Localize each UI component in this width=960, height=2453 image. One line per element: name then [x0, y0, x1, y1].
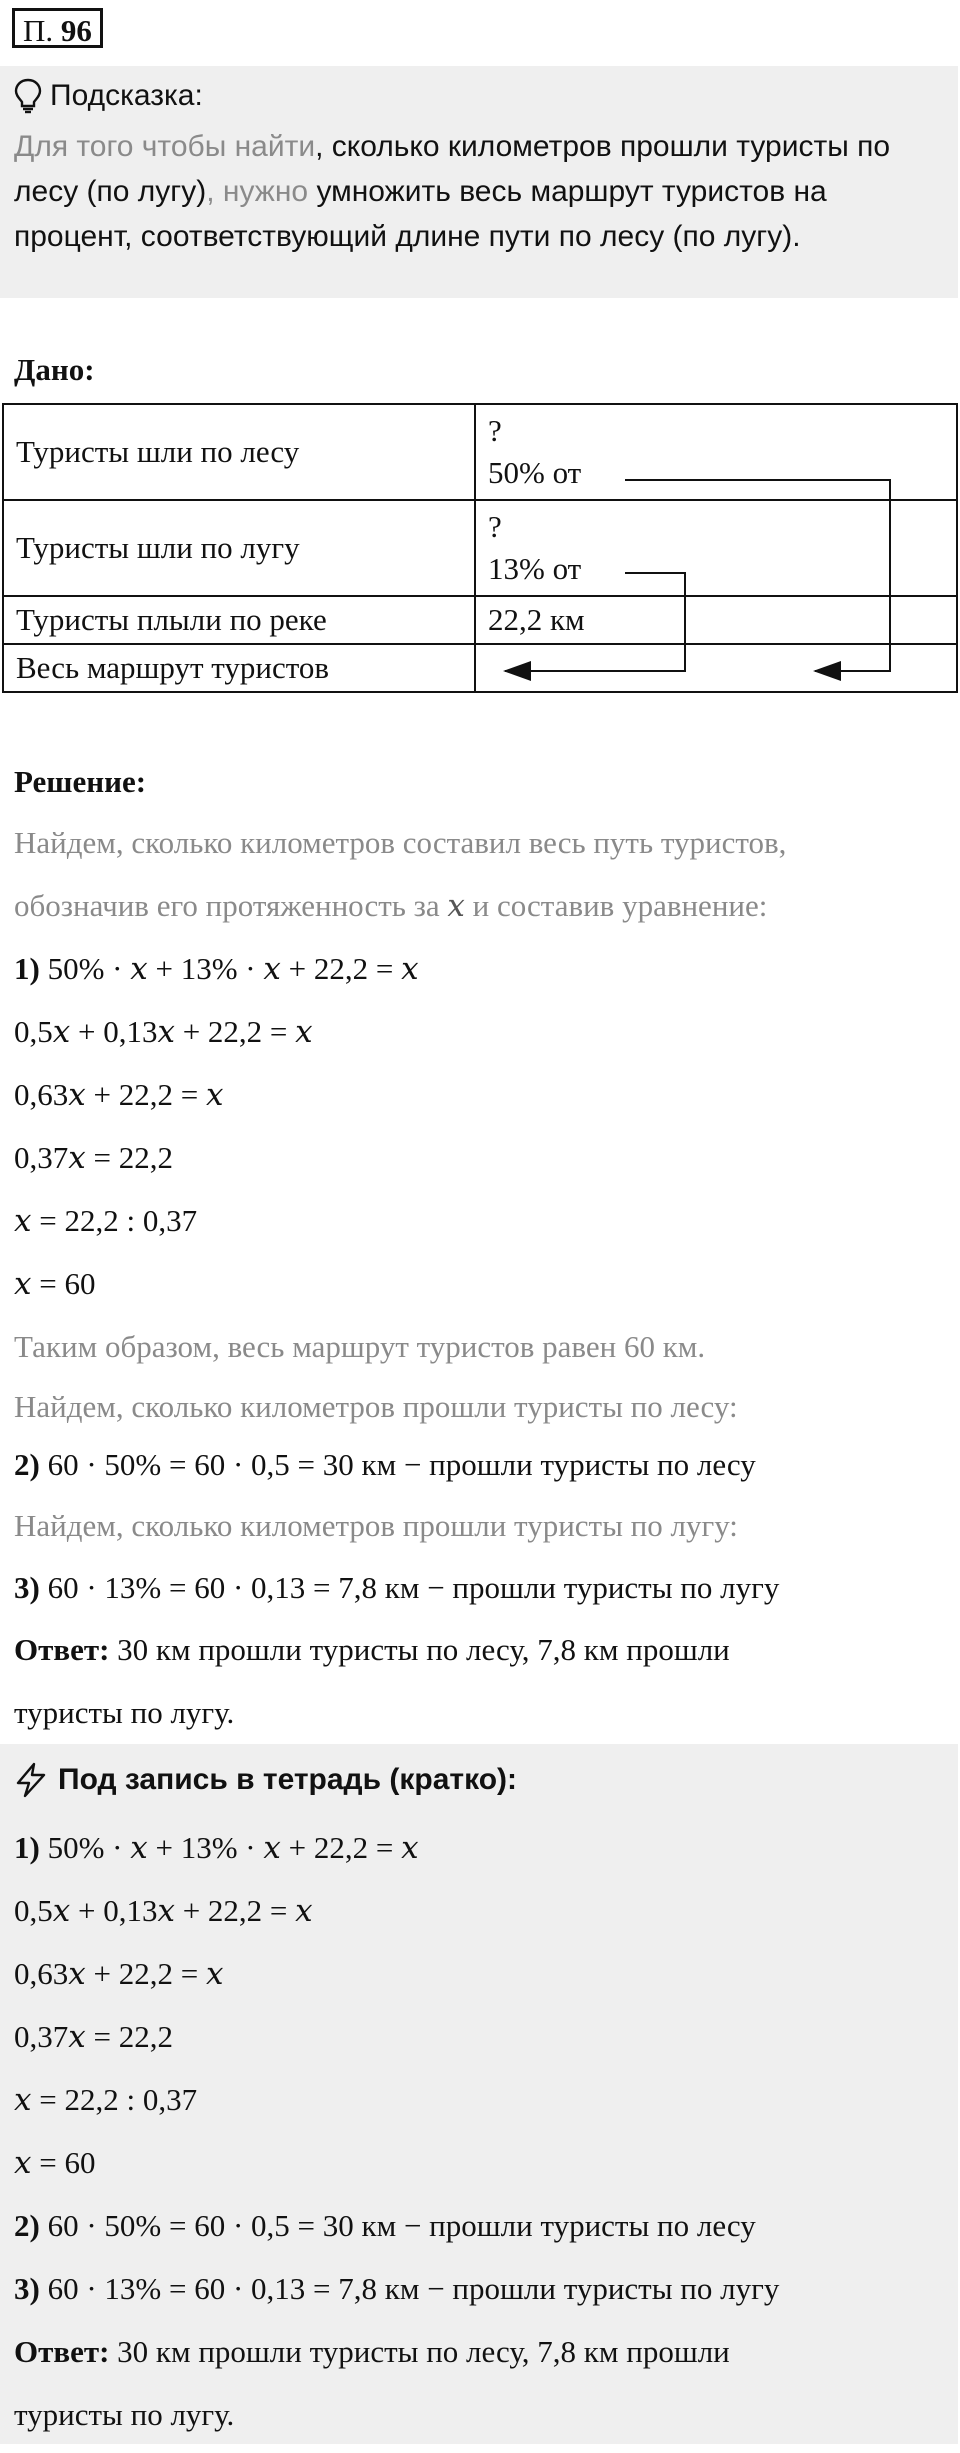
variable-x: x: [14, 1203, 32, 1239]
variable-x: x: [130, 951, 148, 987]
variable-x: x: [205, 1077, 224, 1113]
given-title: Дано:: [14, 352, 95, 387]
hint-part-4: умножить весь маршрут туристов на процент, соответствующий длине пути по лесу (по лугу).: [14, 175, 827, 253]
step-number: 3): [14, 2271, 40, 2306]
eq-part: 0,37: [14, 2019, 69, 2054]
find-forest-text: Найдем, сколько километров прошли туристы по лесу:: [14, 1389, 738, 1424]
variable-x: x: [263, 951, 281, 987]
notes-answer-line-2: туристы по лугу.: [14, 2397, 235, 2432]
equation-2: [14, 1009, 313, 1055]
eq-part: + 13% ·: [147, 951, 264, 986]
eq-part: + 22,2 =: [174, 1014, 296, 1049]
step-number: 3): [14, 1570, 40, 1605]
intro-2a: обозначив его протяженность за: [14, 888, 448, 923]
answer-line-2: туристы по лугу.: [14, 1695, 235, 1730]
notes-step-2: [14, 2203, 756, 2249]
find-meadow-text: Найдем, сколько километров прошли туристы по лугу:: [14, 1508, 738, 1543]
eq-part: + 22,2 =: [85, 1077, 206, 1112]
variable-x: x: [14, 2082, 32, 2118]
reference-arrows: [0, 0, 960, 720]
row-label: Туристы плыли по реке: [3, 596, 475, 644]
variable-x: x: [205, 1956, 224, 1992]
eq-part: = 22,2: [85, 1140, 173, 1175]
intro-2b: и составив уравнение:: [464, 888, 768, 923]
hint-title: Подсказка:: [50, 79, 203, 112]
eq-part: + 22,2 =: [85, 1956, 206, 1991]
step-text: 60 · 50% = 60 · 0,5 = 30 км − прошли туристы по лесу: [39, 2208, 756, 2243]
notes-equation-1: [14, 1825, 419, 1871]
hint-part-1: Для того чтобы найти: [14, 130, 316, 163]
step-2: [14, 1442, 756, 1488]
step-number: 1): [14, 1830, 40, 1865]
notes-equation-5: [14, 2077, 197, 2123]
solution-conclusion: Таким образом, весь маршрут туристов равен 60 км.: [14, 1329, 706, 1364]
notes-equation-2: [14, 1888, 313, 1934]
answer-text: 30 км прошли туристы по лесу, 7,8 км прошли: [109, 1632, 730, 1667]
step-text: 60 · 13% = 60 · 0,13 = 7,8 км − прошли туристы по лугу: [39, 1570, 780, 1605]
notes-equation-4: [14, 2014, 173, 2060]
variable-x: x: [68, 1140, 86, 1176]
solution-intro-2: [14, 883, 767, 929]
step-3: [14, 1565, 779, 1611]
row-percent: 50% от: [488, 455, 582, 490]
answer-text: 30 км прошли туристы по лесу, 7,8 км прошли: [109, 2334, 730, 2369]
notes-header: [14, 1758, 517, 1802]
variable-x: x: [263, 1830, 281, 1866]
equation-5: [14, 1198, 197, 1244]
row-label: Туристы шли по лесу: [3, 404, 475, 500]
eq-part: 0,37: [14, 1140, 69, 1175]
variable-x: x: [157, 1014, 175, 1050]
variable-x: x: [447, 888, 465, 924]
arrow-meadow: [505, 573, 685, 671]
row-question: ?: [488, 509, 502, 544]
eq-part: 50% ·: [39, 1830, 131, 1865]
variable-x: x: [68, 1956, 86, 1992]
eq-part: 0,63: [14, 1956, 69, 1991]
equation-1: [14, 946, 419, 992]
row-label: Весь маршрут туристов: [3, 644, 475, 692]
eq-part: + 13% ·: [147, 1830, 264, 1865]
notes-equation-3: [14, 1951, 223, 1997]
notes-title: Под запись в тетрадь (кратко):: [58, 1763, 518, 1796]
row-value: 22,2 км: [475, 596, 957, 644]
step-number: 1): [14, 951, 40, 986]
solution-intro-1: Найдем, сколько километров составил весь путь туристов,: [14, 825, 787, 860]
eq-part: = 60: [31, 1266, 96, 1301]
eq-part: + 0,13: [70, 1014, 158, 1049]
eq-part: + 22,2 =: [174, 1893, 296, 1928]
variable-x: x: [68, 2019, 86, 2055]
step-number: 2): [14, 2208, 40, 2243]
step-number: 2): [14, 1447, 40, 1482]
eq-part: = 60: [31, 2145, 96, 2180]
variable-x: x: [14, 2145, 32, 2181]
variable-x: x: [401, 951, 419, 987]
eq-part: 0,5: [14, 1014, 53, 1049]
solution-title: Решение:: [14, 764, 147, 799]
equation-4: [14, 1135, 173, 1181]
notes-step-3: [14, 2266, 779, 2312]
eq-part: = 22,2: [85, 2019, 173, 2054]
step-text: 60 · 13% = 60 · 0,13 = 7,8 км − прошли туристы по лугу: [39, 2271, 780, 2306]
equation-3: [14, 1072, 223, 1118]
variable-x: x: [14, 1266, 32, 1302]
problem-number: 96: [60, 13, 92, 48]
equation-6: [14, 1261, 95, 1307]
hint-part-3: , нужно: [206, 175, 317, 208]
hint-part-2: , сколько километров прошли туристы по лесу (по лугу): [14, 130, 891, 208]
variable-x: x: [295, 1893, 313, 1929]
eq-part: + 22,2 =: [280, 1830, 402, 1865]
variable-x: x: [52, 1014, 71, 1050]
variable-x: x: [130, 1830, 148, 1866]
lightning-icon: [14, 1762, 48, 1798]
notes-answer-line-1: [14, 2329, 730, 2375]
row-percent: 13% от: [488, 551, 582, 586]
eq-part: 0,63: [14, 1077, 69, 1112]
variable-x: x: [52, 1893, 71, 1929]
arrow-forest: [625, 480, 890, 671]
answer-line-1: [14, 1627, 730, 1673]
eq-part: + 0,13: [70, 1893, 158, 1928]
eq-part: 0,5: [14, 1893, 53, 1928]
variable-x: x: [295, 1014, 313, 1050]
answer-label: Ответ:: [14, 2334, 110, 2369]
eq-part: = 22,2 : 0,37: [31, 2082, 198, 2117]
step-text: 60 · 50% = 60 · 0,5 = 30 км − прошли туристы по лесу: [39, 1447, 756, 1482]
variable-x: x: [401, 1830, 419, 1866]
row-label: Туристы шли по лугу: [3, 500, 475, 596]
eq-part: + 22,2 =: [280, 951, 402, 986]
answer-label: Ответ:: [14, 1632, 110, 1667]
notes-equation-6: [14, 2140, 95, 2186]
problem-prefix: П.: [23, 13, 54, 48]
eq-part: = 22,2 : 0,37: [31, 1203, 198, 1238]
variable-x: x: [157, 1893, 175, 1929]
variable-x: x: [68, 1077, 86, 1113]
row-question: ?: [488, 413, 502, 448]
eq-part: 50% ·: [39, 951, 131, 986]
